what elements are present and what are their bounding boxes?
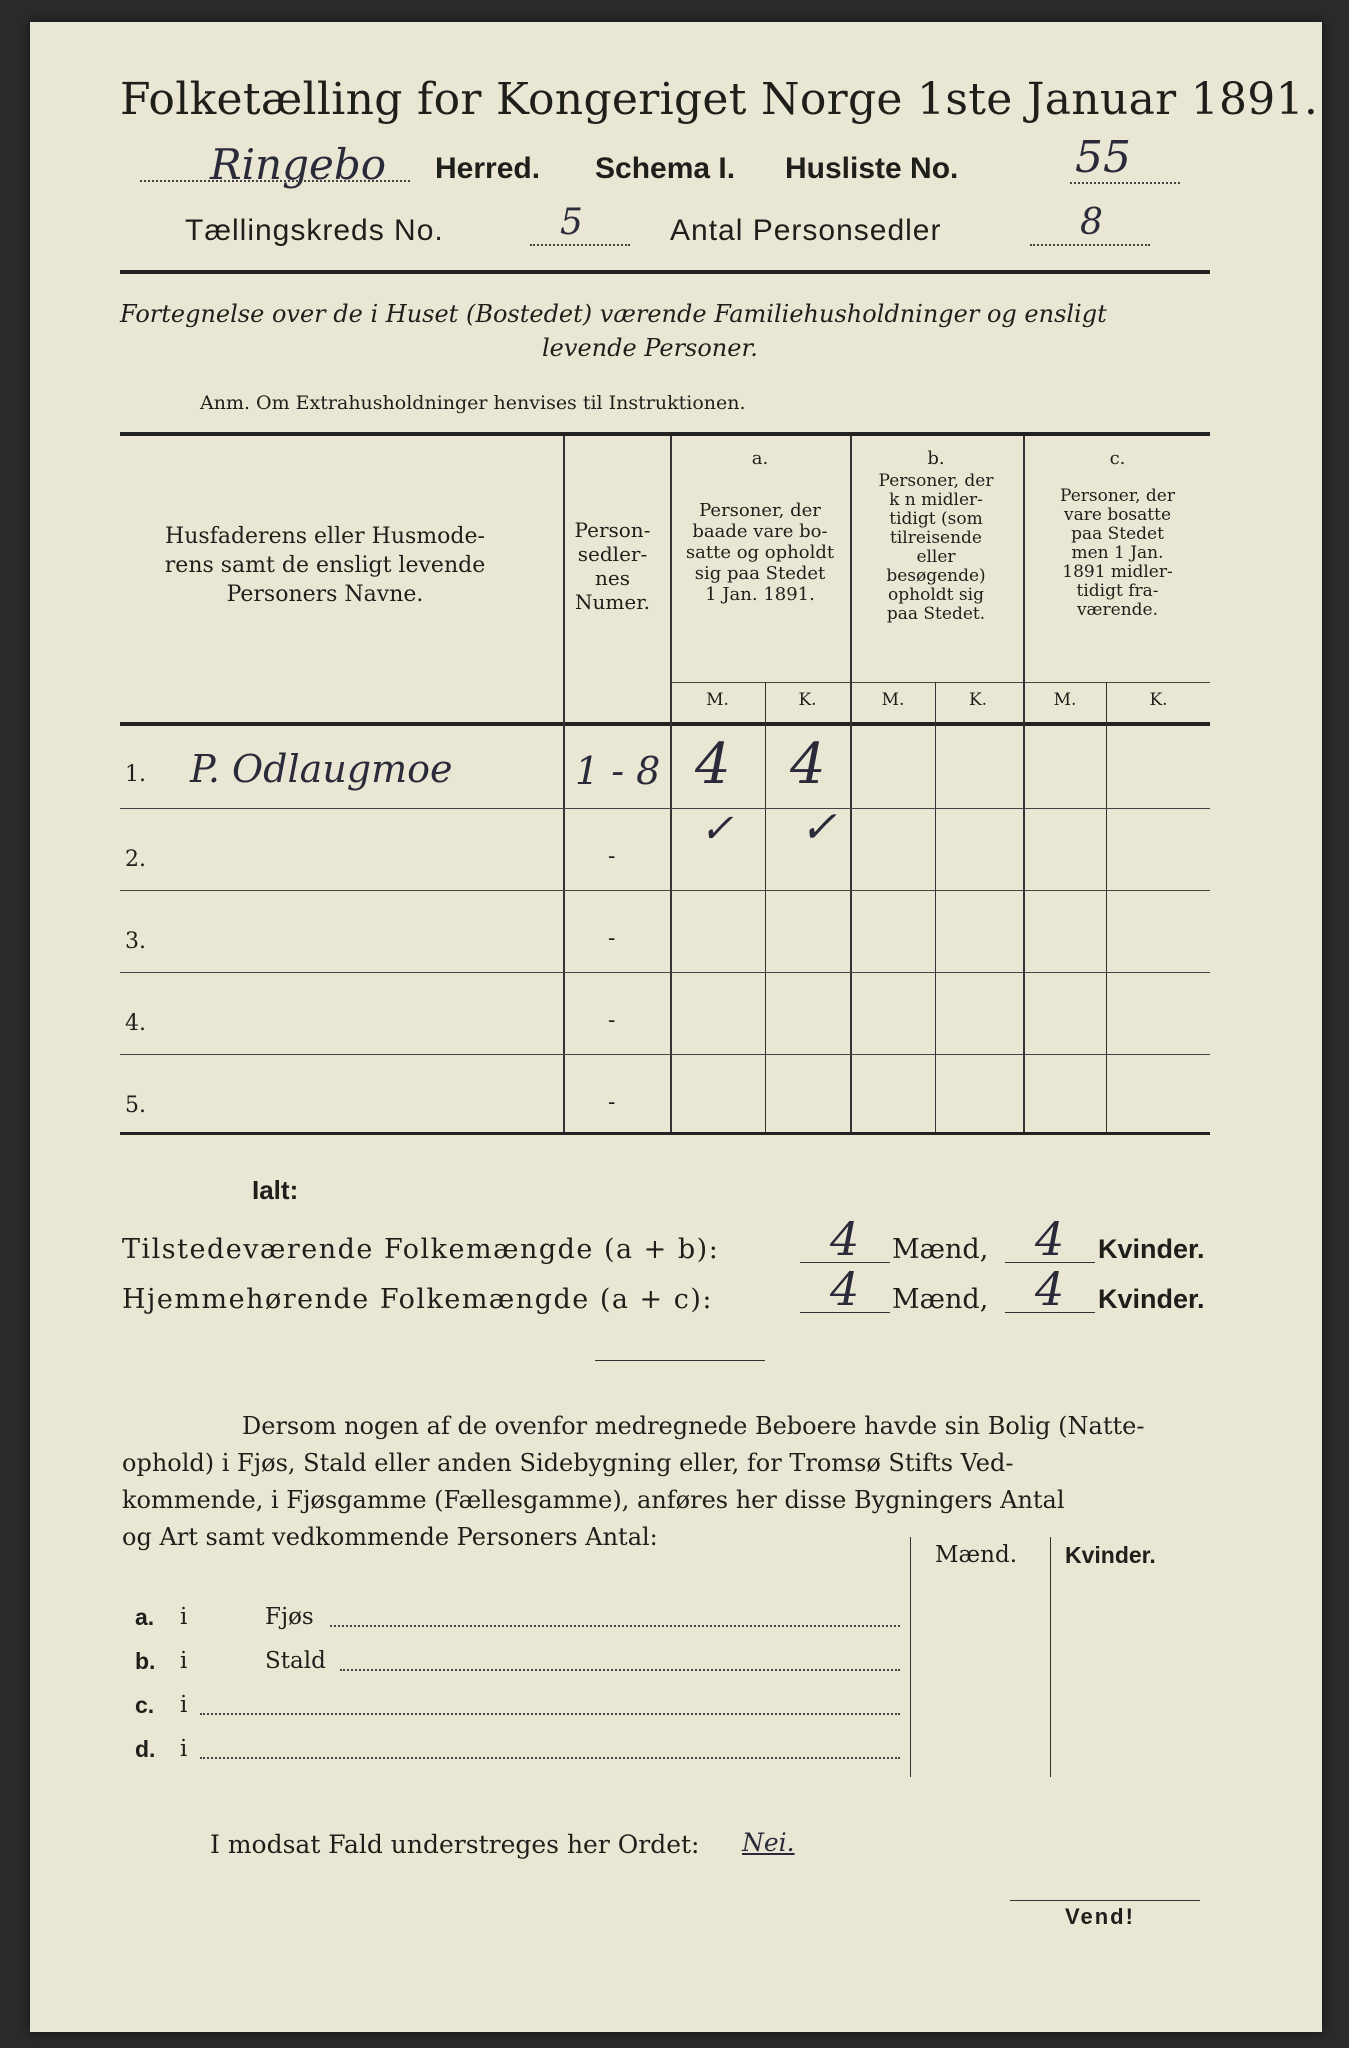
item-letter: c. bbox=[135, 1692, 155, 1718]
col-header-a bbox=[671, 500, 849, 605]
husliste-label: Husliste No. bbox=[785, 152, 959, 185]
row-rule bbox=[120, 808, 1210, 809]
col-c-k: K. bbox=[1149, 690, 1168, 710]
census-form-page bbox=[30, 22, 1322, 2032]
anm-note: Anm. Om Extrahusholdninger henvises til Instruktionen. bbox=[200, 392, 746, 414]
col-header-b-line: opholdt sig bbox=[888, 585, 984, 605]
col-header-b bbox=[852, 472, 1020, 624]
item-i: i bbox=[180, 1604, 188, 1630]
item-label-fjos: Fjøs bbox=[265, 1604, 314, 1630]
col-header-name-line: Personers Navne. bbox=[226, 582, 424, 607]
col-b-letter: b. bbox=[927, 448, 945, 469]
personsedler-dotline bbox=[1030, 244, 1150, 246]
row-number: 3. bbox=[125, 929, 146, 954]
col-header-b-line: Personer, der bbox=[878, 471, 994, 491]
col-rule-mk bbox=[765, 682, 766, 1134]
col-rule bbox=[1023, 436, 1025, 1134]
separator-rule bbox=[595, 1360, 765, 1361]
footer-col-kvinder: Kvinder. bbox=[1065, 1542, 1156, 1568]
header-rule bbox=[120, 270, 1210, 274]
col-header-c-line: værende. bbox=[1076, 600, 1159, 620]
row-number: 5. bbox=[125, 1093, 146, 1118]
sidebygning-paragraph bbox=[122, 1408, 1212, 1556]
col-header-c-line: tidigt fra- bbox=[1076, 581, 1159, 601]
herred-value: Ringebo bbox=[210, 140, 387, 189]
table-top-rule bbox=[120, 432, 1210, 436]
col-header-c-line: Personer, der bbox=[1060, 486, 1175, 506]
col-b-m: M. bbox=[881, 690, 905, 710]
col-c-letter: c. bbox=[1109, 448, 1126, 469]
item-letter: a. bbox=[135, 1604, 155, 1630]
tilstede-kvinder: Kvinder. bbox=[1098, 1234, 1205, 1264]
row-personsedler-num: 1 - 8 bbox=[575, 749, 661, 793]
row-personsedler-num: - bbox=[608, 1090, 616, 1115]
col-header-b-line: tilreisende bbox=[889, 528, 982, 548]
mk-rule bbox=[671, 682, 1210, 683]
item-letter: d. bbox=[135, 1736, 156, 1762]
row-number: 2. bbox=[125, 847, 146, 872]
item-letter: b. bbox=[135, 1648, 156, 1674]
hjemme-k-value: 4 bbox=[1035, 1262, 1065, 1316]
footer-col-maend: Mænd. bbox=[935, 1542, 1018, 1568]
hjemme-m-value: 4 bbox=[830, 1262, 860, 1316]
personsedler-label: Antal Personsedler bbox=[670, 214, 942, 247]
row-number: 1. bbox=[125, 762, 146, 787]
col-rule bbox=[563, 436, 565, 1134]
form-title: Folketælling for Kongeriget Norge 1ste Januar 1891. bbox=[120, 74, 1319, 125]
row-personsedler-num: - bbox=[608, 844, 616, 869]
col-header-a-line: baade vare bo- bbox=[692, 521, 828, 542]
paragraph-line: ophold) i Fjøs, Stald eller anden Sidebygning eller, for Tromsø Stifts Ved- bbox=[122, 1449, 1014, 1477]
col-header-a-line: Personer, der bbox=[699, 500, 821, 521]
col-b-k: K. bbox=[968, 690, 988, 710]
col-a-letter: a. bbox=[751, 448, 769, 469]
col-header-name-line: rens samt de ensligt levende bbox=[164, 553, 486, 578]
col-header-b-line: tidigt (som bbox=[889, 509, 983, 529]
col-header-num-line: sedler- bbox=[577, 542, 648, 566]
row-a-m: 4 bbox=[695, 732, 731, 797]
personsedler-value: 8 bbox=[1080, 202, 1103, 243]
tilstede-maend: Mænd, bbox=[892, 1234, 989, 1265]
tilstede-m-value: 4 bbox=[830, 1212, 860, 1266]
hjemme-label: Hjemmehørende Folkemængde (a + c): bbox=[122, 1284, 713, 1315]
row-a-k: 4 bbox=[790, 732, 826, 797]
col-rule bbox=[670, 436, 672, 1134]
col-header-num-line: nes bbox=[595, 566, 630, 590]
col-header-a-line: sig paa Stedet bbox=[694, 563, 826, 584]
hjemme-maend: Mænd, bbox=[892, 1284, 989, 1315]
row-personsedler-num: - bbox=[608, 1008, 616, 1033]
col-rule-mk bbox=[1106, 682, 1107, 1134]
item-i: i bbox=[180, 1648, 188, 1674]
herred-label: Herred. bbox=[435, 152, 541, 185]
item-dotline bbox=[330, 1625, 900, 1627]
item-dotline bbox=[200, 1757, 900, 1759]
col-header-c-line: vare bosatte bbox=[1063, 505, 1172, 525]
nei-word: Nei. bbox=[742, 1828, 795, 1857]
footer-col-rule bbox=[910, 1537, 911, 1777]
col-header-c-line: men 1 Jan. bbox=[1071, 543, 1164, 563]
modsat-text: I modsat Fald understreges her Ordet: bbox=[210, 1830, 700, 1859]
item-label-stald: Stald bbox=[265, 1648, 326, 1674]
hjemme-kvinder: Kvinder. bbox=[1098, 1284, 1205, 1314]
item-i: i bbox=[180, 1692, 188, 1718]
col-header-a-line: satte og opholdt bbox=[685, 542, 835, 563]
col-header-b-line: paa Stedet. bbox=[886, 604, 986, 624]
kreds-dotline bbox=[530, 244, 630, 246]
footer-col-rule bbox=[1050, 1537, 1051, 1777]
tilstede-label: Tilstedeværende Folkemængde (a + b): bbox=[122, 1234, 720, 1265]
tilstede-k-value: 4 bbox=[1035, 1212, 1065, 1266]
kreds-label: Tællingskreds No. bbox=[185, 214, 444, 247]
row-number: 4. bbox=[125, 1011, 146, 1036]
col-rule-mk bbox=[935, 682, 936, 1134]
col-header-c-line: paa Stedet bbox=[1071, 524, 1164, 544]
intro-line-2: levende Personer. bbox=[542, 334, 758, 362]
col-header-num bbox=[565, 518, 660, 614]
husliste-value: 55 bbox=[1075, 132, 1131, 183]
row-rule bbox=[120, 890, 1210, 891]
vend-rule bbox=[1010, 1900, 1200, 1901]
row-rule bbox=[120, 1054, 1210, 1055]
col-header-b-line: besøgende) bbox=[886, 566, 986, 586]
table-bottom-rule bbox=[120, 1132, 1210, 1135]
item-i: i bbox=[180, 1736, 188, 1762]
col-header-name-line: Husfaderens eller Husmode- bbox=[165, 524, 485, 549]
schema-label: Schema I. bbox=[595, 152, 736, 185]
col-header-num-line: Numer. bbox=[575, 590, 650, 614]
col-header-num-line: Person- bbox=[574, 518, 651, 542]
paragraph-line: Dersom nogen af de ovenfor medregnede Beboere havde sin Bolig (Natte- bbox=[242, 1412, 1145, 1440]
table-header-rule bbox=[120, 722, 1210, 726]
ialt-label: Ialt: bbox=[252, 1175, 299, 1205]
row-name: P. Odlaugmoe bbox=[190, 747, 453, 791]
col-header-b-line: eller bbox=[916, 547, 956, 567]
item-dotline bbox=[340, 1669, 900, 1671]
row-a-k-check: ✓ bbox=[800, 802, 837, 853]
col-rule bbox=[850, 436, 852, 1134]
row-rule bbox=[120, 972, 1210, 973]
col-header-b-line: k n midler- bbox=[889, 490, 983, 510]
intro-line-1: Fortegnelse over de i Huset (Bostedet) værende Familiehusholdninger og ensligt bbox=[120, 300, 1107, 328]
col-header-c bbox=[1025, 487, 1210, 620]
col-a-m: M. bbox=[706, 690, 729, 710]
vend-label: Vend! bbox=[1065, 1904, 1135, 1929]
col-c-m: M. bbox=[1053, 690, 1077, 710]
col-a-k: K. bbox=[798, 690, 817, 710]
item-dotline bbox=[200, 1713, 900, 1715]
row-personsedler-num: - bbox=[608, 926, 616, 951]
col-header-a-line: 1 Jan. 1891. bbox=[705, 584, 815, 605]
paragraph-line: og Art samt vedkommende Personers Antal: bbox=[122, 1523, 658, 1551]
row-a-m-check: ✓ bbox=[700, 806, 734, 852]
kreds-value: 5 bbox=[560, 202, 583, 243]
paragraph-line: kommende, i Fjøsgamme (Fællesgamme), anføres her disse Bygningers Antal bbox=[122, 1486, 1065, 1514]
col-header-c-line: 1891 midler- bbox=[1062, 562, 1173, 582]
col-header-name bbox=[120, 522, 530, 609]
